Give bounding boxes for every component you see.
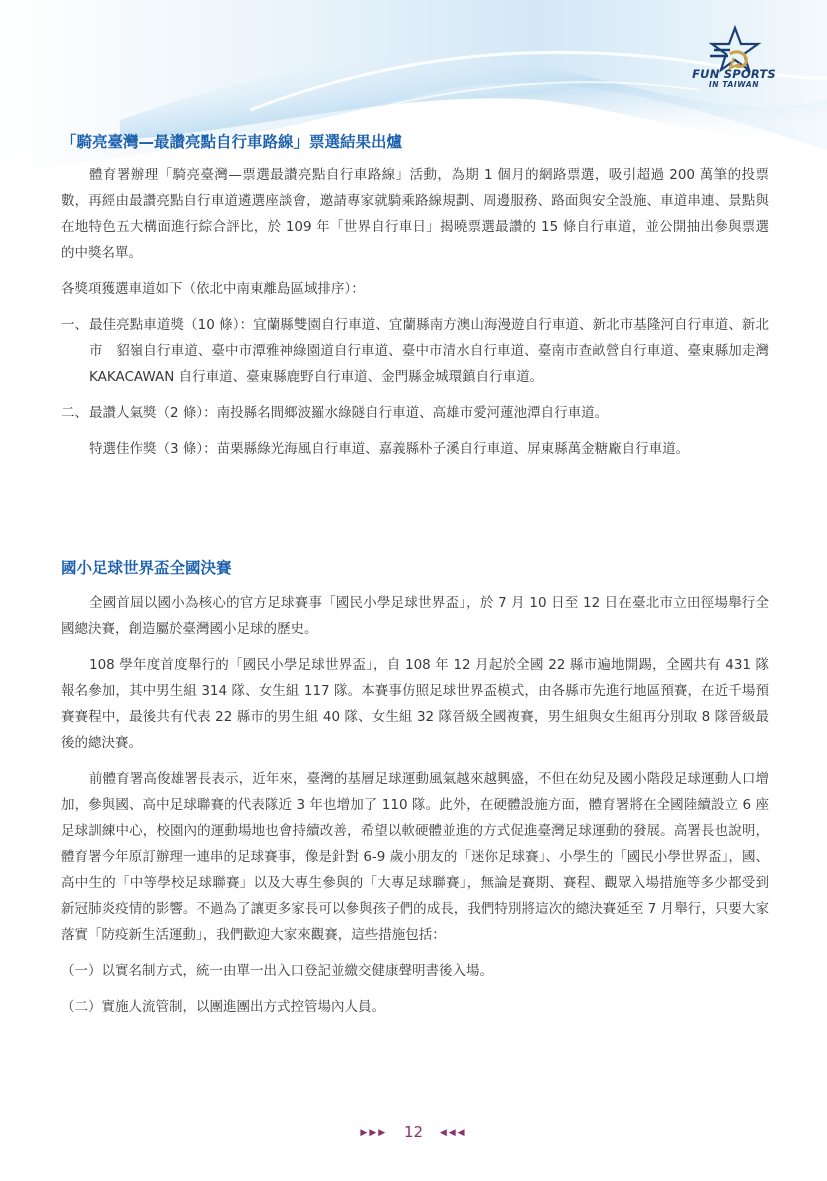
section-title: 「騎亮臺灣—最讚亮點自行車路線」票選結果出爐 <box>61 133 403 151</box>
left-arrows-icon: ◀◀◀ <box>439 1128 467 1138</box>
paragraph: 各獎項獲選車道如下（依北中南東離島區域排序）： <box>61 281 365 297</box>
right-arrows-icon: ▶▶▶ <box>360 1128 388 1138</box>
list-item-text: 最讚人氣獎（2 條）：南投縣名間鄉波羅水綠隧自行車道、高雄市愛河蓮池潭自行車道。 <box>89 405 609 421</box>
logo-subtext: IN TAIWAN <box>708 80 760 89</box>
list-item <box>61 312 769 390</box>
list-item-text: 最佳亮點車道獎（10 條）：宜蘭縣雙園自行車道、宜蘭縣南方澳山海漫遊自行車道、新北市基隆河自行車道、新北市 貂嶺自行車道、臺中市潭雅神綠園道自行車道、臺中市清水自行車道、臺南市查畝營自行車道、臺東縣加走灣 KAKACAWAN 自行車道、臺東縣鹿野自行車道、金門縣金城環鎮自行車道。 <box>89 317 769 385</box>
list-item-number: 一、 <box>61 317 88 333</box>
page-content <box>61 128 769 1020</box>
list-item <box>61 400 769 426</box>
page-number: 12 <box>403 1123 424 1141</box>
logo-text: FUN SPORTS <box>692 67 776 81</box>
paragraph: 全國首屆以國小為核心的官方足球賽事「國民小學足球世界盃」，於 7 月 10 日至 12 日在臺北市立田徑場舉行全國總決賽，創造屬於臺灣國小足球的歷史。 <box>61 595 769 637</box>
section-title: 國小足球世界盃全國決賽 <box>61 559 232 577</box>
list-item-number: 二、 <box>61 405 88 421</box>
paragraph: 前體育署高俊雄署長表示，近年來，臺灣的基層足球運動風氣越來越興盛，不但在幼兒及國小階段足球運動人口增加，參與國、高中足球聯賽的代表隊近 3 年也增加了 110 隊。此外，在硬體設施方面，體育署將在全國陸續設立 6 座足球訓練中心，校園內的運動場地也會持續改善，希望以軟硬體並進的方式促進臺灣足球運動的發展。高署長也說明，體育署今年原訂辦理一連串的足球賽事，像是針對 6-9 歲小朋友的「迷你足球賽」、小學生的「國民小學世界盃」，國、高中生的「中等學校足球聯賽」以及大專生參與的「大專足球聯賽」，無論是賽期、賽程、觀眾入場措施等多少都受到新冠肺炎疫情的影響。不過為了讓更多家長可以參與孩子們的成長，我們特別將這次的總決賽延至 7 月舉行，只要大家落實「防疫新生活運動」，我們歡迎大家來觀賽，這些措施包括： <box>61 771 769 943</box>
paragraph: 108 學年度首度舉行的「國民小學足球世界盃」，自 108 年 12 月起於全國 22 縣市遍地開踢，全國共有 431 隊報名參加，其中男生組 314 隊、女生組 117 隊。本賽事仿照足球世界盃模式，由各縣市先進行地區預賽，在近千場預賽賽程中，最後共有代表 22 縣市的男生組 40 隊、女生組 32 隊晉級全國複賽，男生組與女生組再分別取 8 隊晉級最後的總決賽。 <box>61 657 769 751</box>
page-footer <box>0 1123 827 1141</box>
paragraph: 特選佳作獎（3 條）：苗栗縣綠光海風自行車道、嘉義縣朴子溪自行車道、屏東縣萬金糖廠自行車道。 <box>89 441 690 457</box>
measure-item: （一）以實名制方式，統一由單一出入口登記並繳交健康聲明書後入場。 <box>61 963 493 979</box>
measure-item: （二）實施人流管制，以團進團出方式控管場內人員。 <box>61 999 385 1015</box>
paragraph: 體育署辦理「騎亮臺灣—票選最讚亮點自行車路線」活動，為期 1 個月的網路票選，吸引超過 200 萬筆的投票數，再經由最讚亮點自行車道遴選座談會，邀請專家就騎乘路線規劃、周邊服務、路面與安全設施、車道串連、景點與在地特色五大構面進行綜合評比，於 109 年「世界自行車日」揭曉票選最讚的 15 條自行車道，並公開抽出參與票選的中獎名單。 <box>61 167 769 261</box>
